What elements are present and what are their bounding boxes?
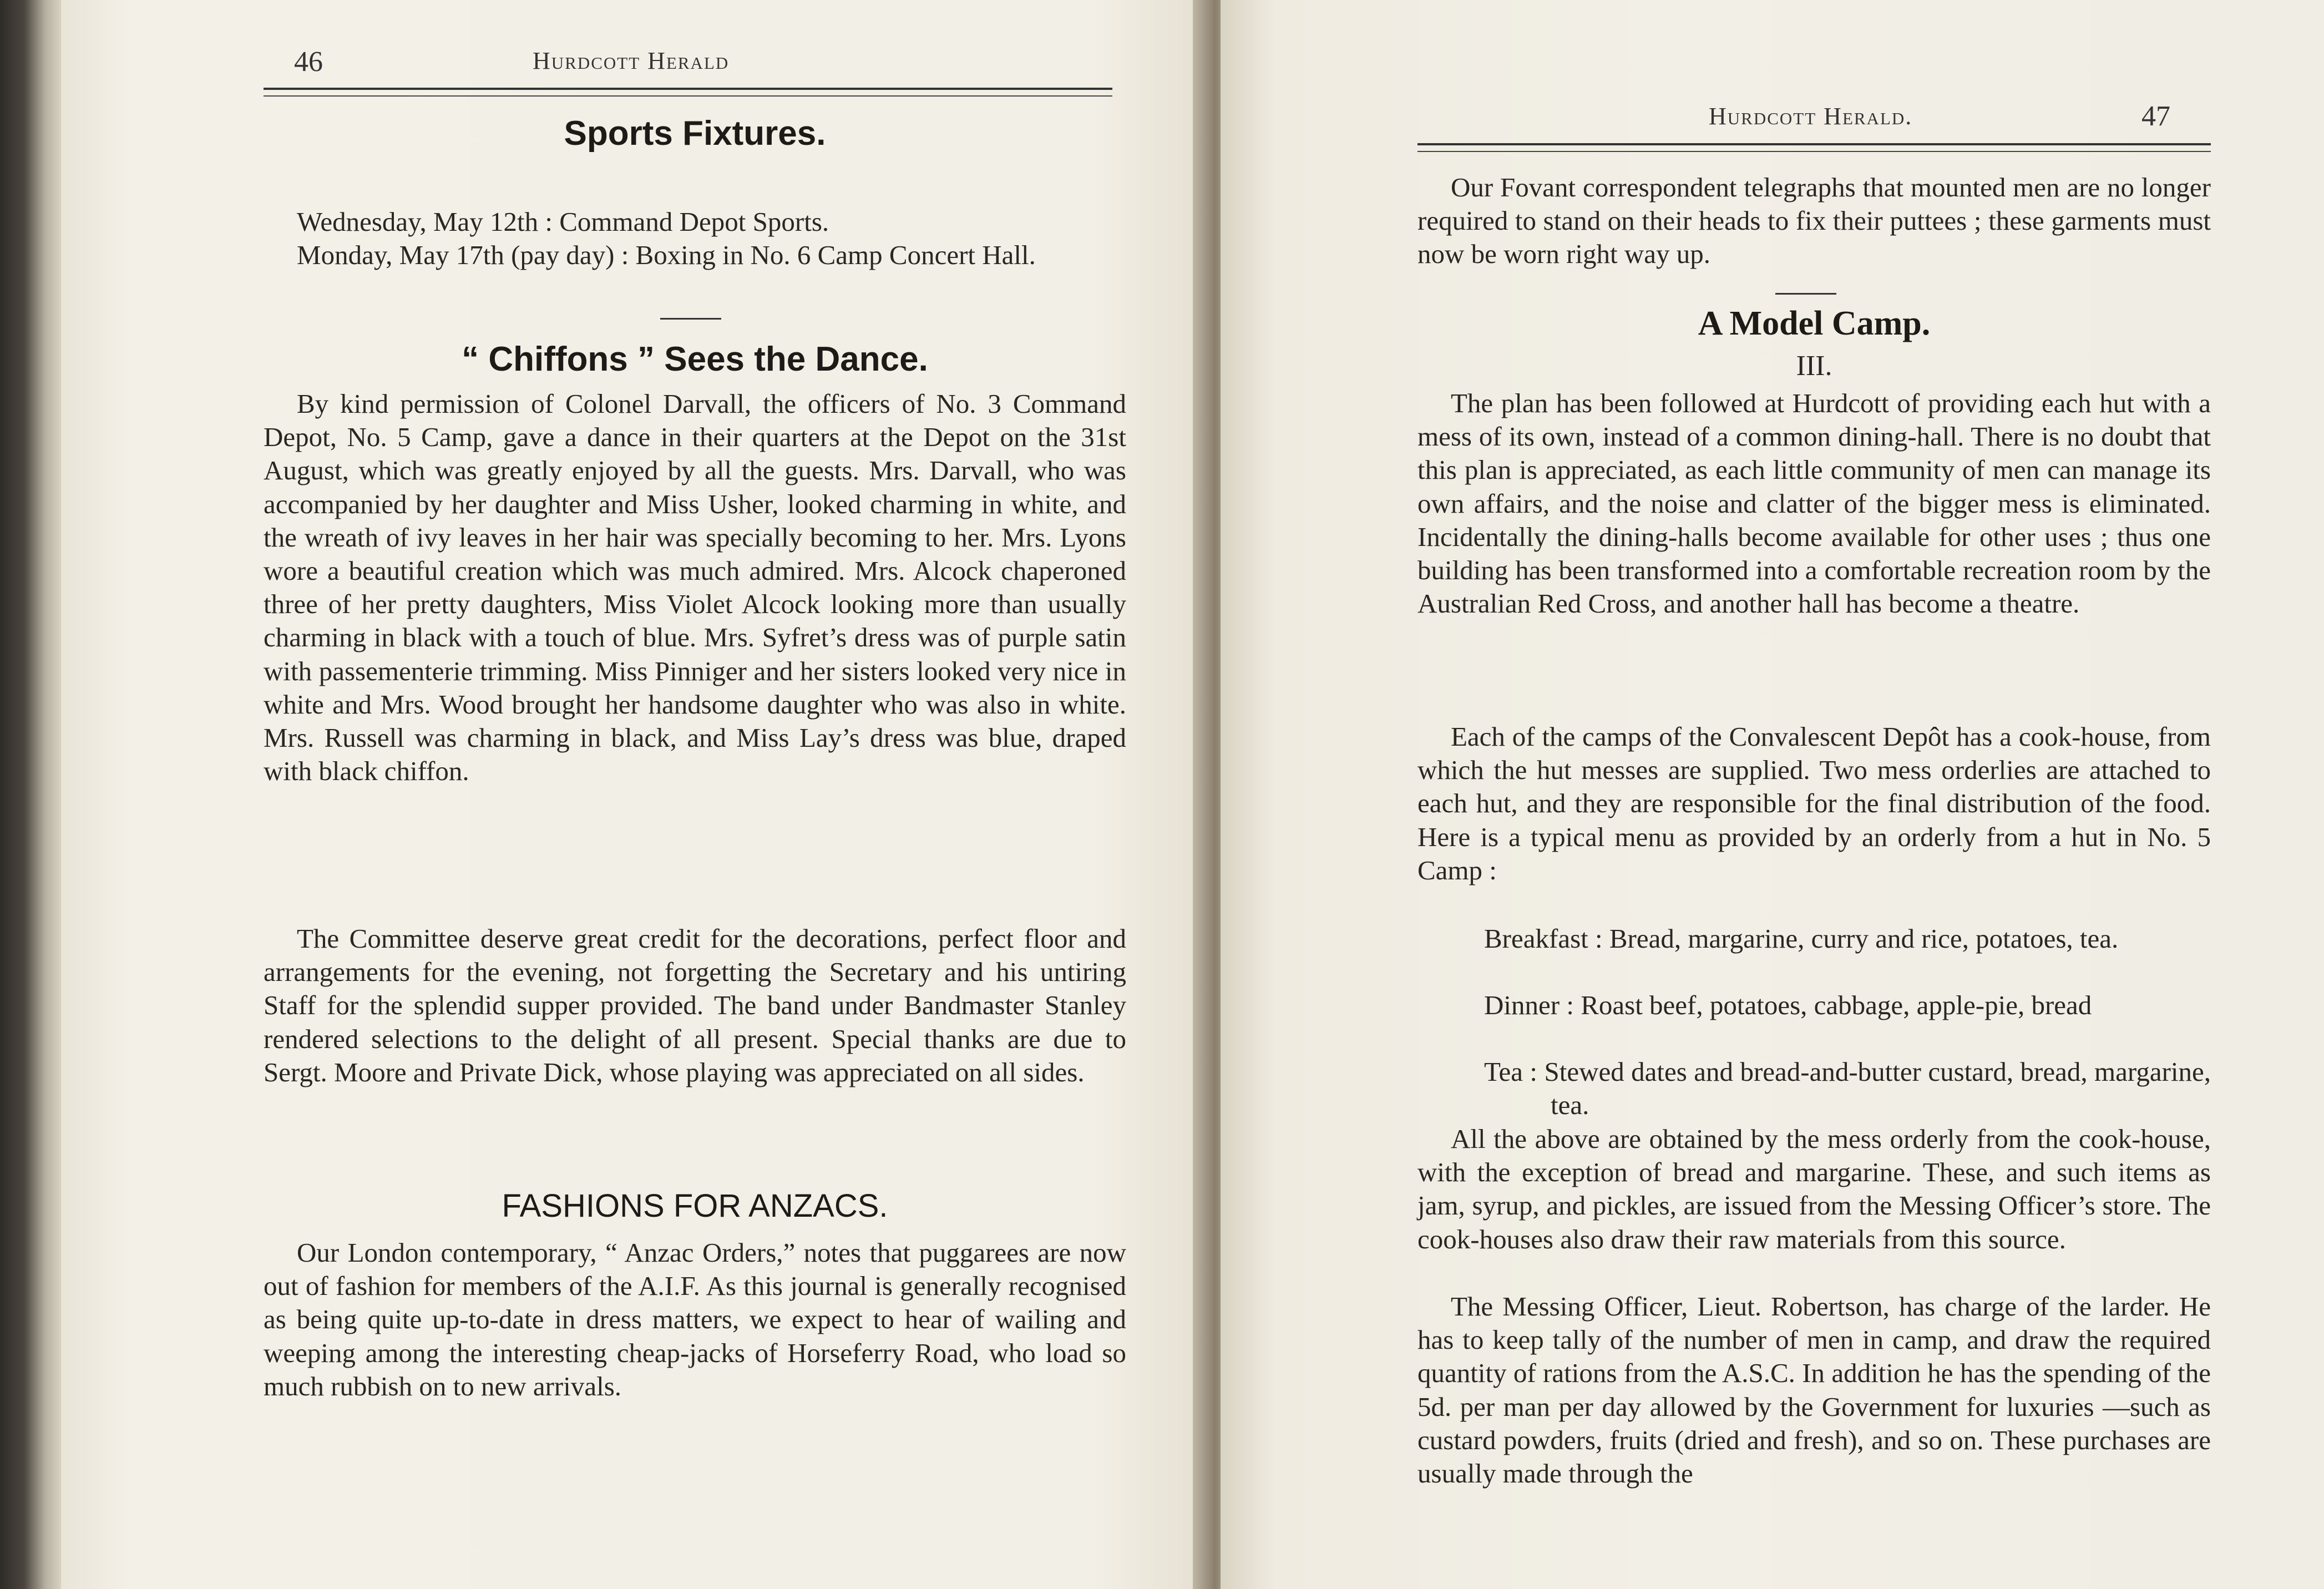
left-header-rule (264, 88, 1112, 90)
menu-breakfast (1484, 922, 2211, 955)
right-running-head: Hurdcott Herald. (1709, 103, 1913, 130)
sports-line-1: Wednesday, May 12th : Command Depot Sports. (297, 206, 829, 237)
chiffons-title: “ Chiffons ” Sees the Dance. (462, 340, 928, 378)
right-header-rule-thin (1417, 151, 2211, 152)
menu-meal-items: Bread, margarine, curry and rice, potatoes, tea. (1609, 923, 2119, 954)
right-page (1221, 0, 2324, 1589)
section-divider (1775, 293, 1836, 295)
chiffons-paragraph-2: The Committee deserve great credit for the decorations, perfect floor and arrangements for the evening, not forgetting the Secretary and his untiring Staff for the splendid supper provided. The band under Bandmaster Stanley rendered selections to the delight of all present. Special thanks are due to Sergt. Moore and Private Dick, whose playing was appreciated on all sides. (264, 923, 1126, 1087)
menu-meal-label: Breakfast : (1484, 923, 1603, 954)
model-camp-paragraph-4: The Messing Officer, Lieut. Robertson, has charge of the larder. He has to keep tally of the number of men in camp, and draw the required quantity of rations from the A.S.C. In addition he has the spending of the 5d. per man per day allowed by the Government for luxuries —such as custard powders, fruits (dried and fresh), and so on. These purchases are usually made through the (1417, 1291, 2211, 1489)
right-header-rule (1417, 143, 2211, 145)
menu-meal-items: Stewed dates and bread-and-butter custard, bread, margarine, tea. (1544, 1056, 2211, 1120)
left-page (61, 0, 1209, 1589)
model-camp-paragraph-2: Each of the camps of the Convalescent Depôt has a cook-house, from which the hut messes are supplied. Two mess orderlies are attached to each hut, and they are responsible for the final distribution of the food. Here is a typical menu as provided by an orderly from a hut in No. 5 Camp : (1417, 721, 2211, 885)
book-cover-edge (0, 0, 61, 1589)
model-camp-part: III. (1796, 350, 1832, 382)
chiffons-paragraph-1: By kind permission of Colonel Darvall, the officers of No. 3 Command Depot, No. 5 Camp, gave a dance in their quarters at the Depot on the 31st August, which was greatly enjoyed by all the guests. Mrs. Darvall, who was accompanied by her daughter and Miss Usher, looked charming in white, and the wreath of ivy leaves in her hair was specially becoming to her. Mrs. Lyons wore a beautiful creation which was much admired. Mrs. Alcock chaperoned three of her pretty daughters, Miss Violet Alcock looking more than usually charming in black with a touch of blue. Mrs. Syfret’s dress was of purple satin with passementerie trimming. Miss Pinniger and her sisters looked very nice in white and Mrs. Wood brought her handsome daughter who was also in white. Mrs. Russell was charming in black, and Miss Lay’s dress was blue, draped with black chiffon. (264, 388, 1126, 787)
menu-tea (1484, 1055, 2211, 1122)
fashions-paragraph: Our London contemporary, “ Anzac Orders,” notes that puggarees are now out of fashion for members of the A.I.F. As this journal is generally recognised as being quite up-to-date in dress matters, we expect to hear of wailing and weeping among the interesting cheap-jacks of Horseferry Road, who load so much rubbish on to new arrivals. (264, 1237, 1126, 1401)
model-camp-title: A Model Camp. (1698, 305, 1931, 342)
menu-meal-items: Roast beef, potatoes, cabbage, apple-pie, bread (1581, 990, 2092, 1020)
sports-line-2: Monday, May 17th (pay day) : Boxing in No. 6 Camp Concert Hall. (297, 240, 1036, 270)
left-page-number: 46 (294, 46, 323, 78)
right-page-number: 47 (2141, 100, 2170, 132)
model-camp-paragraph-1: The plan has been followed at Hurdcott of providing each hut with a mess of its own, instead of a common dining-hall. There is no doubt that this plan is appreciated, as each little community of men can manage its own affairs, and the noise and clatter of the bigger mess is eliminated. Incidentally the dining-halls become available for other uses ; thus one building has been transformed into a comfortable recreation room by the Australian Red Cross, and another hall has become a theatre. (1417, 388, 2211, 619)
model-camp-paragraph-3: All the above are obtained by the mess orderly from the cook-house, with the exception of bread and margarine. These, and such items as jam, syrup, and pickles, are issued from the Messing Officer’s store. The cook-houses also draw their raw materials from this source. (1417, 1124, 2211, 1254)
menu-meal-label: Dinner : (1484, 990, 1574, 1020)
section-divider (660, 318, 721, 320)
left-running-head: Hurdcott Herald (533, 47, 730, 74)
menu-dinner (1484, 989, 2211, 1022)
fovant-paragraph: Our Fovant correspondent telegraphs that mounted men are no longer required to stand on their heads to fix their puttees ; these garments must now be worn right way up. (1417, 172, 2211, 270)
menu-meal-label: Tea : (1484, 1056, 1538, 1087)
left-header-rule-thin (264, 95, 1112, 97)
sports-fixtures-title: Sports Fixtures. (564, 114, 826, 153)
fashions-title: FASHIONS FOR ANZACS. (502, 1188, 888, 1224)
